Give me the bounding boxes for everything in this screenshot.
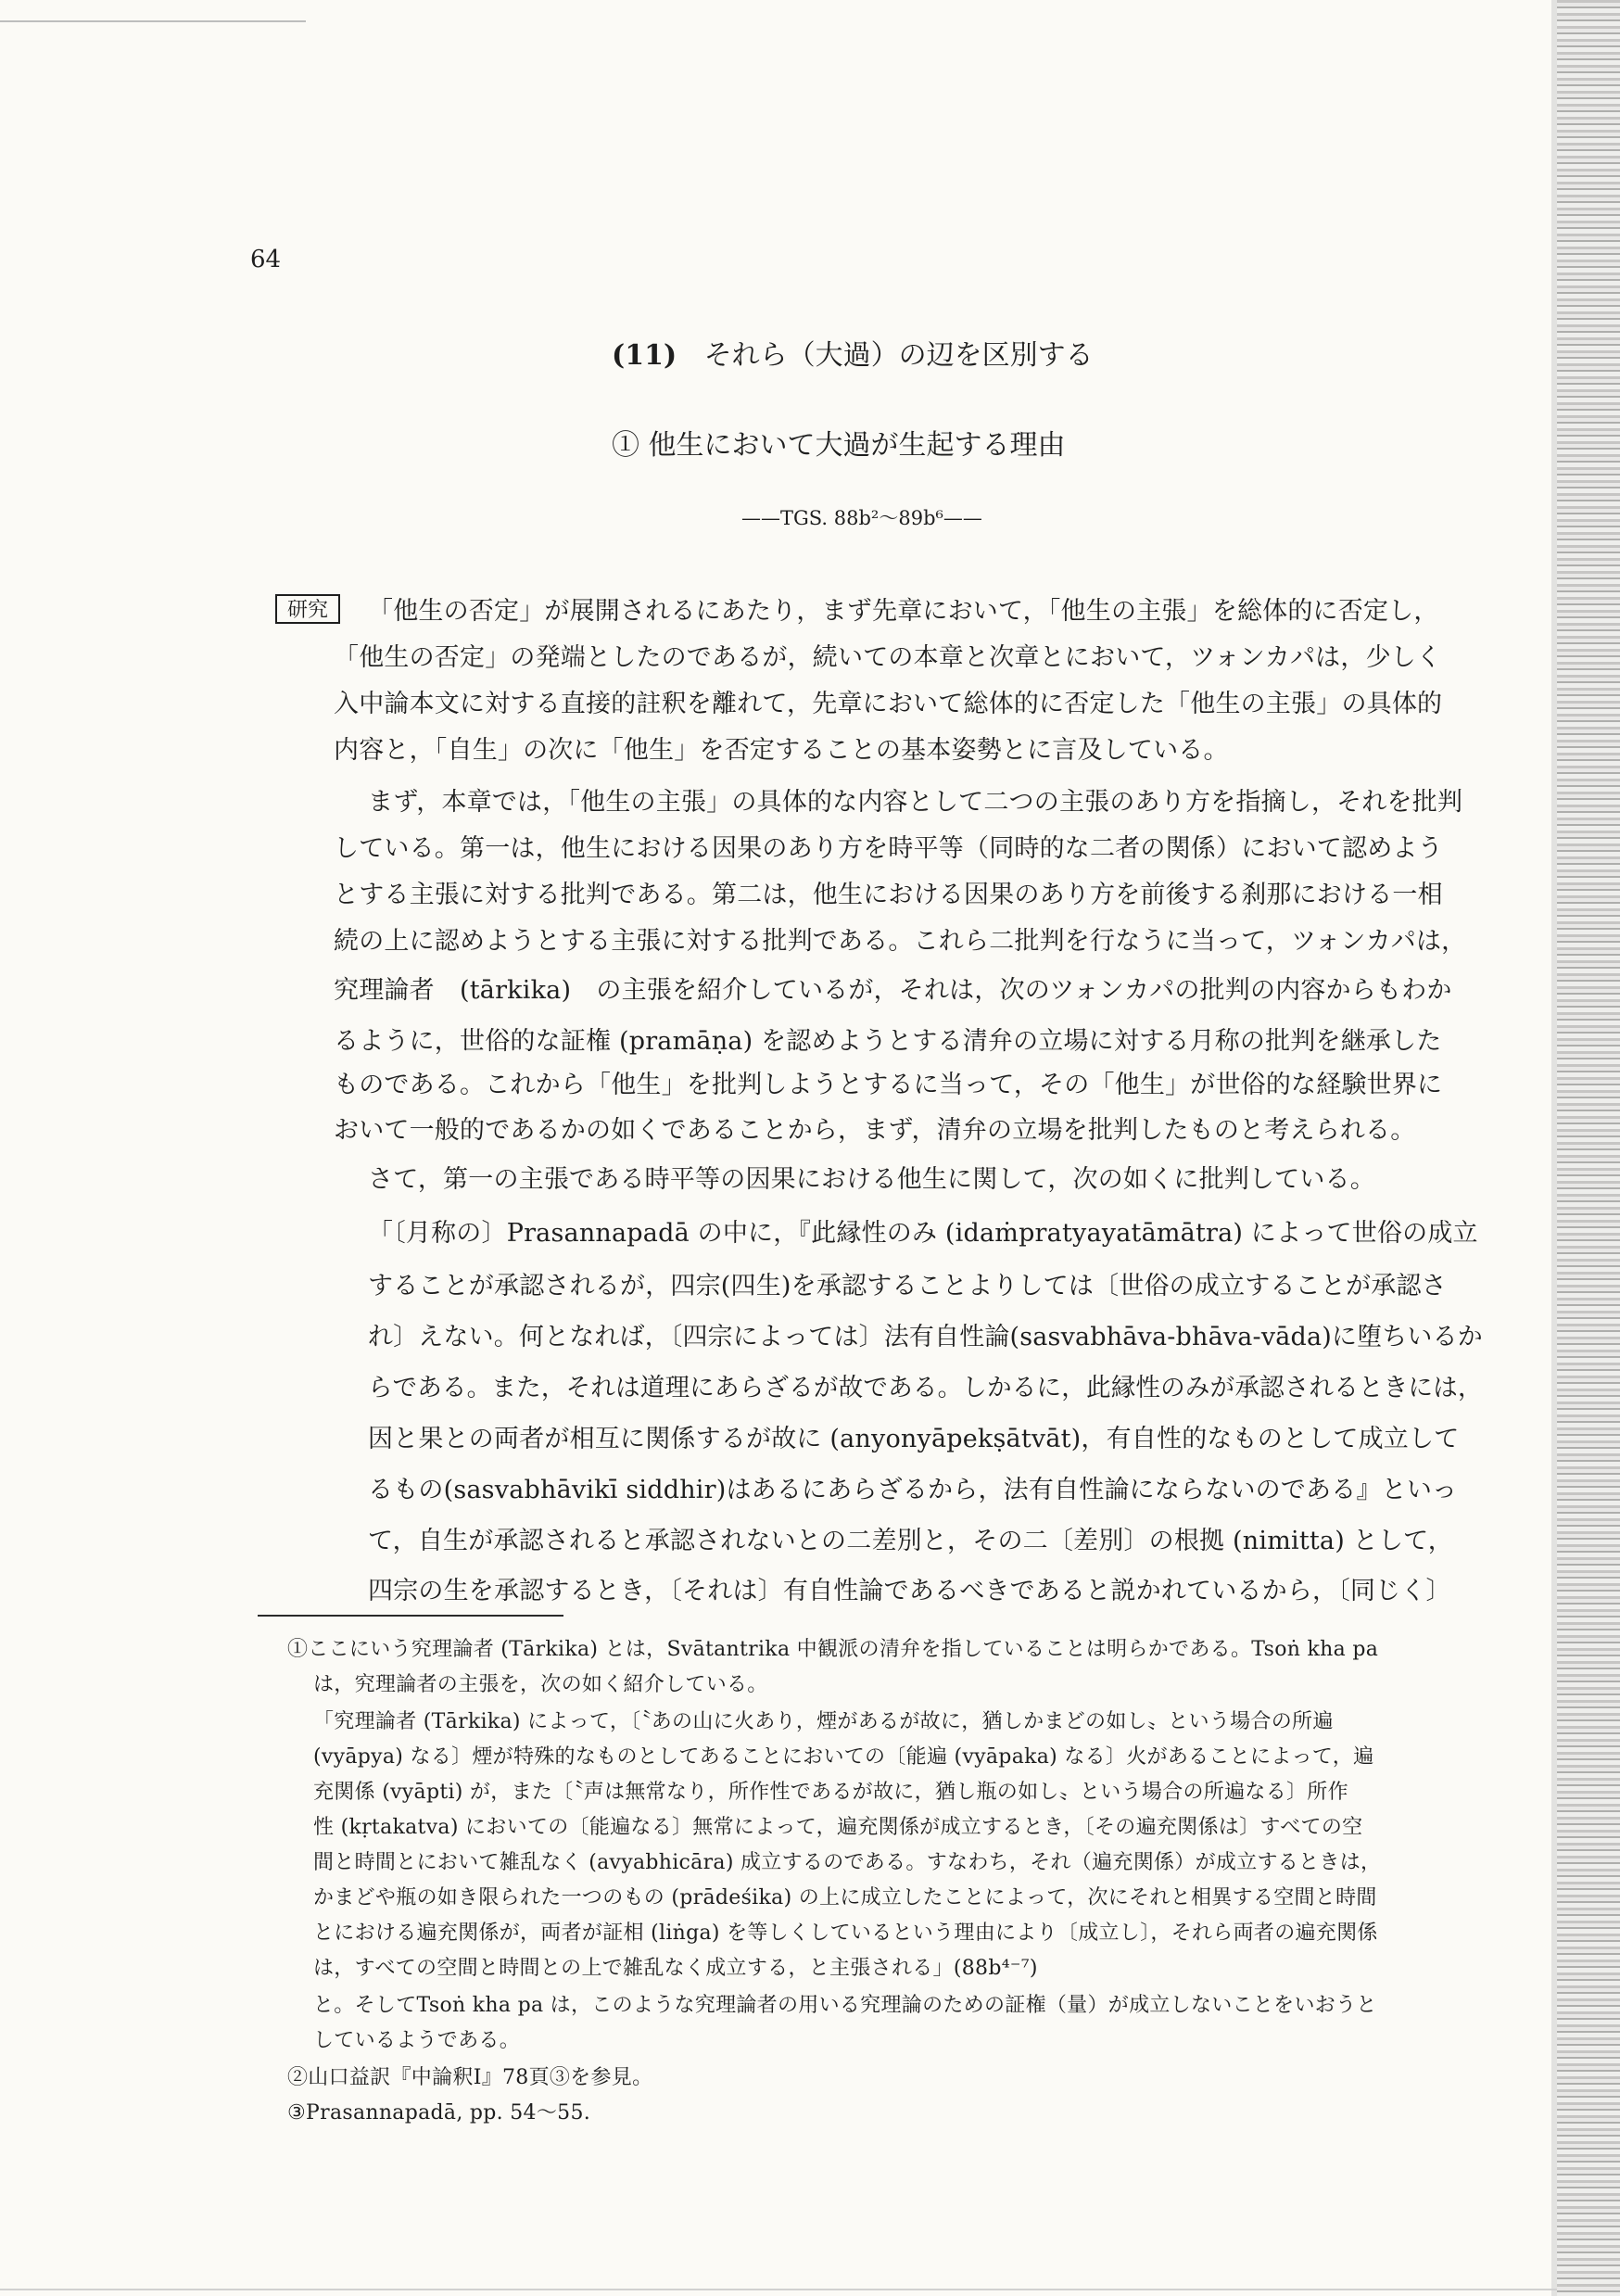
- footnote-line: ③Prasannapadā, pp. 54〜55.: [287, 2101, 591, 2125]
- body-line: さて，第一の主張である時平等の因果における他生に関して，次の如くに批判している。: [368, 1165, 1375, 1194]
- body-line: まず，本章では，「他生の主張」の具体的な内容として二つの主張のあり方を指摘し，それを批判: [368, 788, 1463, 817]
- quote-line: れ〕えない。何となれば，〔四宗によっては〕法有自性論(sasvabhāva-bhāva-vāda)に堕ちいるか: [368, 1323, 1483, 1351]
- scan-bottom-line: [0, 2289, 1557, 2290]
- body-line: おいて一般的であるかの如くであることから，まず，清弁の立場を批判したものと考えられる。: [334, 1116, 1416, 1145]
- body-line: 究理論者 (tārkika) の主張を紹介しているが，それは，次のツォンカパの批判の内容からもわか: [334, 976, 1452, 1005]
- quote-line: 「〔月称の〕Prasannapadā の中に，『此縁性のみ (idaṁpratyayatāmātra) によって世俗の成立: [368, 1219, 1478, 1248]
- quote-line: することが承認されるが，四宗(四生)を承認することよりしては〔世俗の成立することが承認さ: [368, 1272, 1447, 1300]
- section-heading: ① 他生において大過が生起する理由: [612, 429, 1066, 462]
- footnote-line: 充関係 (vyāpti) が，また〔〝声は無常なり，所作性であるが故に，猶し瓶の如し〟という場合の所遍なる〕所作: [313, 1781, 1348, 1804]
- body-line: している。第一は，他生における因果のあり方を時平等（同時的な二者の関係）において認めよう: [334, 834, 1443, 863]
- scan-top-line: [0, 20, 306, 22]
- body-line: ものである。これから「他生」を批判しようとするに当って，その「他生」が世俗的な経験世界に: [334, 1071, 1443, 1099]
- footnote-line: は，すべての空間と時間との上で雑乱なく成立する，と主張される」(88b⁴⁻⁷): [313, 1957, 1038, 1980]
- quote-line: て，自生が承認されると承認されないとの二差別と，その二〔差別〕の根拠 (nimitta) として，: [368, 1527, 1454, 1555]
- kenkyu-tag: 研究: [275, 594, 340, 624]
- footnote-line: 「究理論者 (Tārkika) によって，〔〝あの山に火あり，煙があるが故に，猶しかまどの如し〟という場合の所遍: [313, 1710, 1334, 1733]
- footnote-line: 間と時間とにおいて雑乱なく (avyabhicāra) 成立するのである。すなわち，それ（遍充関係）が成立するときは，: [313, 1851, 1382, 1874]
- body-line: るように，世俗的な証権 (pramāṇa) を認めようとする清弁の立場に対する月称の批判を継承した: [334, 1027, 1442, 1056]
- page-number: 64: [250, 246, 282, 273]
- source-reference: ——TGS. 88b²〜89b⁶——: [741, 507, 982, 529]
- footnote-line: とにおける遍充関係が，両者が証相 (liṅga) を等しくしているという理由により〔成立し〕，それら両者の遍充関係: [313, 1922, 1378, 1945]
- quote-line: 四宗の生を承認するとき，〔それは〕有自性論であるべきであると説かれているから，〔同じく〕: [368, 1577, 1451, 1605]
- footnote-line: (vyāpya) なる〕煙が特殊的なものとしてあることにおいての〔能遍 (vyāpaka) なる〕火があることによって，遍: [313, 1745, 1374, 1769]
- footnote-line: しているようである。: [313, 2029, 521, 2052]
- footnote-divider: [258, 1615, 563, 1617]
- quote-line: るもの(sasvabhāvikī siddhir)はあるにあらざるから，法有自性論にならないのである』といっ: [368, 1476, 1458, 1504]
- quote-line: 因と果との両者が相互に関係するが故に (anyonyāpekṣātvāt)，有自性的なものとして成立して: [368, 1425, 1460, 1453]
- body-line: 続の上に認めようとする主張に対する批判である。これら二批判を行なうに当って，ツォンカパは，: [334, 927, 1467, 956]
- scan-binding-edge: [1557, 0, 1620, 2296]
- footnote-line: 性 (kṛtakatva) においての〔能遍なる〕無常によって，遍充関係が成立するとき，〔その遍充関係は〕すべての空: [313, 1816, 1363, 1839]
- chapter-number: (11): [612, 339, 677, 372]
- body-line: 「他生の否定」の発端としたのであるが，続いての本章と次章とにおいて，ツォンカパは，少しく: [334, 643, 1442, 672]
- body-line: 内容と，「自生」の次に「他生」を否定することの基本姿勢とに言及している。: [334, 736, 1229, 765]
- body-line: 「他生の否定」が展開されるにあたり，まず先章において，「他生の主張」を総体的に否定し，: [368, 597, 1439, 626]
- quote-line: らである。また，それは道理にあらざるが故である。しかるに，此縁性のみが承認されるときには，: [368, 1374, 1483, 1402]
- footnote-line: ①ここにいう究理論者 (Tārkika) とは，Svātantrika 中観派の清弁を指していることは明らかである。Tsoṅ kha pa: [287, 1638, 1379, 1661]
- body-line: 入中論本文に対する直接的註釈を離れて，先章において総体的に否定した「他生の主張」の具体的: [334, 690, 1443, 718]
- footnote-line: かまどや瓶の如き限られた一つのもの (prādeśika) の上に成立したことによって，次にそれと相異する空間と時間: [313, 1886, 1377, 1909]
- footnote-line: ②山口益訳『中論釈Ⅰ』78頁③を参見。: [287, 2066, 653, 2089]
- body-line: とする主張に対する批判である。第二は，他生における因果のあり方を前後する刹那における一相: [334, 881, 1443, 909]
- footnote-line: は，究理論者の主張を，次の如く紹介している。: [313, 1673, 768, 1696]
- chapter-title: それら（大過）の辺を区別する: [703, 339, 1094, 372]
- chapter-heading: [612, 332, 1094, 373]
- footnote-line: と。そしてTsoṅ kha pa は，このような究理論者の用いる究理論のための証権（量）が成立しないことをいおうと: [313, 1994, 1377, 2017]
